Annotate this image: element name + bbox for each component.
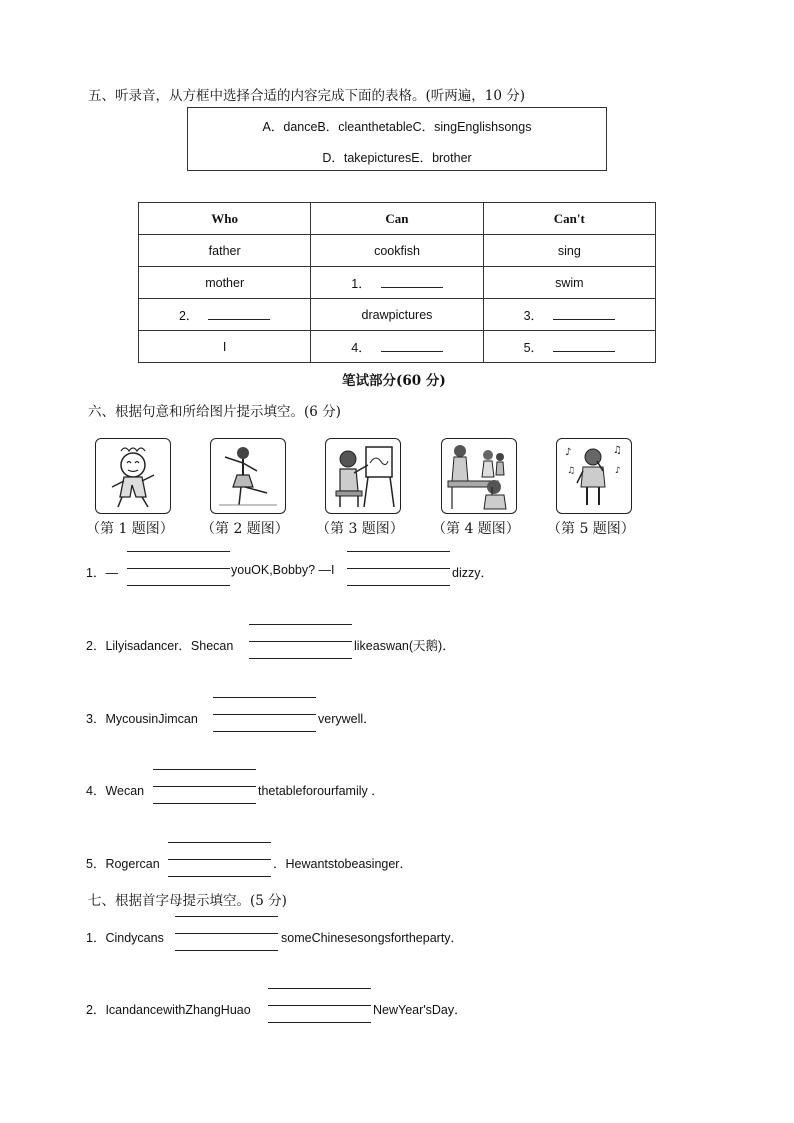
answer-blank[interactable] xyxy=(553,339,615,352)
header-cant: Can't xyxy=(483,203,655,235)
cell-blank-3[interactable] xyxy=(483,299,655,331)
cell: swim xyxy=(483,267,655,299)
answer-blank[interactable] xyxy=(208,307,270,320)
written-part-title: 笔试部分(60 分) xyxy=(342,373,446,389)
caption-2: （第 2 题图） xyxy=(201,521,289,537)
q6-1-num: 1．— xyxy=(86,566,118,580)
header-who: Who xyxy=(139,203,311,235)
caption-4: （第 4 题图） xyxy=(432,521,520,537)
cell-blank-2[interactable] xyxy=(139,299,311,331)
cell-blank-4[interactable] xyxy=(311,331,483,363)
q6-3-blank[interactable] xyxy=(213,697,316,733)
q7-1-start: 1．Cindycans xyxy=(86,931,164,945)
svg-text:♫: ♫ xyxy=(567,466,576,476)
options-line-1: A．danceB．cleanthetableC．singEnglishsongs xyxy=(262,120,532,134)
q6-1-blank-a[interactable] xyxy=(127,551,230,587)
q6-2-end: likeaswan(天鹅)． xyxy=(354,639,455,653)
q6-4-start: 4．Wecan xyxy=(86,784,145,798)
cell: I xyxy=(139,331,311,363)
answer-blank[interactable] xyxy=(553,307,615,320)
singing-boy-illustration xyxy=(557,439,631,513)
section7-title: 七、根据首字母提示填空。(5 分) xyxy=(88,893,287,909)
caption-3: （第 3 题图） xyxy=(316,521,404,537)
q7-1-blank[interactable] xyxy=(175,916,278,952)
q6-1-mid: youOK,Bobby? —I xyxy=(231,563,335,577)
picture-4-family-table xyxy=(441,438,517,514)
cell: sing xyxy=(483,235,655,267)
dancer-illustration xyxy=(211,439,285,513)
blank-number: 4． xyxy=(351,340,371,355)
options-line-2: D．takepicturesE．brother xyxy=(322,151,472,165)
cell: cookfish xyxy=(311,235,483,267)
cell: mother xyxy=(139,267,311,299)
q7-1-end: someChinesesongsfortheparty． xyxy=(281,931,464,945)
q6-4-blank[interactable] xyxy=(153,769,256,805)
q6-5-end: ．Hewantstobeasinger． xyxy=(273,857,412,871)
section6-title: 六、根据句意和所给图片提示填空。(6 分) xyxy=(88,404,341,420)
caption-5: （第 5 题图） xyxy=(547,521,635,537)
options-box xyxy=(187,107,607,171)
q6-1-end: dizzy． xyxy=(452,566,493,580)
cell-blank-5[interactable] xyxy=(483,331,655,363)
caption-1: （第 1 题图） xyxy=(86,521,174,537)
blank-number: 3． xyxy=(523,308,544,323)
picture-5-singer xyxy=(556,438,632,514)
blank-number: 1． xyxy=(351,276,371,291)
picture-1-dizzy-boy xyxy=(95,438,171,514)
picture-2-dancer xyxy=(210,438,286,514)
svg-text:♪: ♪ xyxy=(565,447,572,458)
blank-number: 5． xyxy=(523,340,544,355)
cell: father xyxy=(139,235,311,267)
header-can: Can xyxy=(311,203,483,235)
q6-3-end: verywell． xyxy=(318,712,376,726)
section5-title: 五、听录音，从方框中选择合适的内容完成下面的表格。(听两遍，10 分) xyxy=(88,88,526,104)
cell: drawpictures xyxy=(311,299,483,331)
q6-1-blank-b[interactable] xyxy=(347,551,450,587)
q7-2-blank[interactable] xyxy=(268,988,371,1024)
q6-2-blank[interactable] xyxy=(249,624,352,660)
q6-5-start: 5．Rogercan xyxy=(86,857,160,871)
table-header-row xyxy=(139,203,656,235)
answer-blank[interactable] xyxy=(381,275,443,288)
table-row xyxy=(139,331,656,363)
q6-2-start: 2．Lilyisadancer．Shecan xyxy=(86,639,234,653)
picture-3-drawing-boy xyxy=(325,438,401,514)
listening-table xyxy=(138,202,656,363)
table-row xyxy=(139,235,656,267)
q6-3-start: 3．MycousinJimcan xyxy=(86,712,198,726)
q7-2-start: 2．IcandancewithZhangHuao xyxy=(86,1003,251,1017)
cell-blank-1[interactable] xyxy=(311,267,483,299)
q6-5-blank[interactable] xyxy=(168,842,271,878)
svg-text:♫: ♫ xyxy=(613,445,622,456)
answer-blank[interactable] xyxy=(381,339,443,352)
svg-text:♪: ♪ xyxy=(615,466,621,476)
q7-2-end: NewYear'sDay． xyxy=(373,1003,467,1017)
dizzy-boy-illustration xyxy=(96,439,170,513)
drawing-boy-illustration xyxy=(326,439,400,513)
q6-4-end: thetableforourfamily ． xyxy=(258,784,384,798)
blank-number: 2． xyxy=(178,308,199,323)
family-cleaning-table-illustration xyxy=(442,439,516,513)
table-row xyxy=(139,299,656,331)
table-row xyxy=(139,267,656,299)
